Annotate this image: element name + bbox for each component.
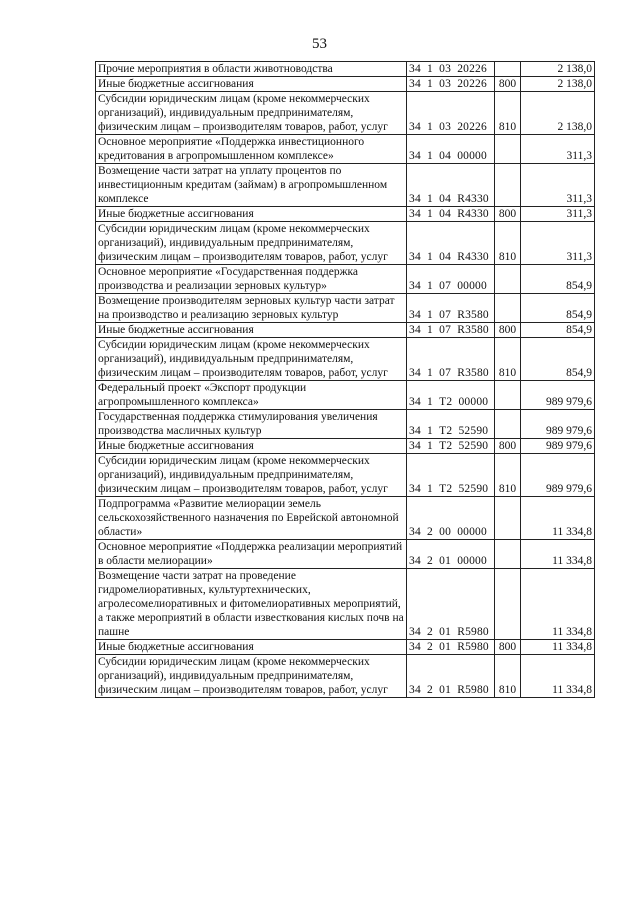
row-name-cell: Возмещение производителям зерновых культур части затрат на производство и реализацию зерновых культур xyxy=(96,294,407,323)
row-code-cell: 34 1 07 R3580 xyxy=(407,294,495,323)
row-code-cell: 34 1 07 R3580 xyxy=(407,338,495,381)
table-row xyxy=(96,569,595,640)
row-name-cell: Возмещение части затрат на проведение гидромелиоративных, культуртехнических, агролесомелиоративных и фитомелиоративных мероприятий, а также мероприятий в области известкования кислых почв на пашне xyxy=(96,569,407,640)
row-expense-type-cell: 810 xyxy=(495,222,521,265)
row-amount-cell: 11 334,8 xyxy=(521,540,595,569)
row-amount-cell: 311,3 xyxy=(521,135,595,164)
table-row xyxy=(96,62,595,77)
row-amount-cell: 11 334,8 xyxy=(521,655,595,698)
table-row xyxy=(96,640,595,655)
row-name-cell: Иные бюджетные ассигнования xyxy=(96,439,407,454)
row-expense-type-cell xyxy=(495,294,521,323)
row-name-cell: Иные бюджетные ассигнования xyxy=(96,640,407,655)
row-name-cell: Основное мероприятие «Поддержка инвестиционного кредитования в агропромышленном комплексе» xyxy=(96,135,407,164)
row-amount-cell: 2 138,0 xyxy=(521,92,595,135)
row-code-cell: 34 2 00 00000 xyxy=(407,497,495,540)
row-code-cell: 34 1 04 R4330 xyxy=(407,207,495,222)
row-expense-type-cell: 800 xyxy=(495,640,521,655)
row-name-cell: Иные бюджетные ассигнования xyxy=(96,207,407,222)
row-code-cell: 34 1 Т2 52590 xyxy=(407,439,495,454)
page-number: 53 xyxy=(312,36,327,52)
row-name-cell: Федеральный проект «Экспорт продукции агропромышленного комплекса» xyxy=(96,381,407,410)
table-row xyxy=(96,77,595,92)
table-row xyxy=(96,439,595,454)
row-expense-type-cell: 800 xyxy=(495,439,521,454)
row-expense-type-cell: 810 xyxy=(495,338,521,381)
row-amount-cell: 989 979,6 xyxy=(521,410,595,439)
table-row xyxy=(96,207,595,222)
row-code-cell: 34 1 03 20226 xyxy=(407,77,495,92)
row-code-cell: 34 1 07 R3580 xyxy=(407,323,495,338)
row-expense-type-cell: 800 xyxy=(495,77,521,92)
row-amount-cell: 11 334,8 xyxy=(521,640,595,655)
row-name-cell: Возмещение части затрат на уплату процентов по инвестиционным кредитам (займам) в агропромышленном комплексе xyxy=(96,164,407,207)
row-code-cell: 34 1 04 R4330 xyxy=(407,222,495,265)
table-row xyxy=(96,164,595,207)
row-amount-cell: 854,9 xyxy=(521,338,595,381)
row-name-cell: Государственная поддержка стимулирования увеличения производства масличных культур xyxy=(96,410,407,439)
table-row xyxy=(96,497,595,540)
row-expense-type-cell xyxy=(495,265,521,294)
row-name-cell: Иные бюджетные ассигнования xyxy=(96,323,407,338)
row-code-cell: 34 1 03 20226 xyxy=(407,62,495,77)
row-name-cell: Субсидии юридическим лицам (кроме некоммерческих организаций), индивидуальным предпринимателям, физическим лицам – производителям товаров, работ, услуг xyxy=(96,338,407,381)
row-code-cell: 34 1 Т2 52590 xyxy=(407,410,495,439)
row-amount-cell: 311,3 xyxy=(521,164,595,207)
table-row xyxy=(96,135,595,164)
row-code-cell: 34 2 01 R5980 xyxy=(407,569,495,640)
row-expense-type-cell xyxy=(495,62,521,77)
row-expense-type-cell: 800 xyxy=(495,323,521,338)
row-expense-type-cell: 810 xyxy=(495,655,521,698)
row-name-cell: Субсидии юридическим лицам (кроме некоммерческих организаций), индивидуальным предпринимателям, физическим лицам – производителям товаров, работ, услуг xyxy=(96,92,407,135)
row-expense-type-cell xyxy=(495,135,521,164)
row-amount-cell: 989 979,6 xyxy=(521,381,595,410)
table-row xyxy=(96,265,595,294)
table-row xyxy=(96,222,595,265)
table-row xyxy=(96,323,595,338)
table-row xyxy=(96,92,595,135)
row-code-cell: 34 2 01 00000 xyxy=(407,540,495,569)
row-expense-type-cell xyxy=(495,164,521,207)
table-row xyxy=(96,410,595,439)
row-expense-type-cell: 800 xyxy=(495,207,521,222)
row-code-cell: 34 1 03 20226 xyxy=(407,92,495,135)
row-name-cell: Субсидии юридическим лицам (кроме некоммерческих организаций), индивидуальным предпринимателям, физическим лицам – производителям товаров, работ, услуг xyxy=(96,655,407,698)
row-amount-cell: 854,9 xyxy=(521,323,595,338)
row-name-cell: Основное мероприятие «Государственная поддержка производства и реализации зерновых культур» xyxy=(96,265,407,294)
row-code-cell: 34 2 01 R5980 xyxy=(407,640,495,655)
row-amount-cell: 311,3 xyxy=(521,222,595,265)
row-amount-cell: 11 334,8 xyxy=(521,497,595,540)
table-row xyxy=(96,338,595,381)
budget-table xyxy=(95,61,595,698)
row-code-cell: 34 1 04 R4330 xyxy=(407,164,495,207)
table-row xyxy=(96,540,595,569)
row-amount-cell: 311,3 xyxy=(521,207,595,222)
row-name-cell: Иные бюджетные ассигнования xyxy=(96,77,407,92)
row-code-cell: 34 2 01 R5980 xyxy=(407,655,495,698)
row-amount-cell: 989 979,6 xyxy=(521,439,595,454)
row-name-cell: Прочие мероприятия в области животноводства xyxy=(96,62,407,77)
row-amount-cell: 2 138,0 xyxy=(521,62,595,77)
row-code-cell: 34 1 Т2 52590 xyxy=(407,454,495,497)
table-row xyxy=(96,454,595,497)
row-amount-cell: 2 138,0 xyxy=(521,77,595,92)
row-expense-type-cell xyxy=(495,381,521,410)
row-code-cell: 34 1 07 00000 xyxy=(407,265,495,294)
row-name-cell: Субсидии юридическим лицам (кроме некоммерческих организаций), индивидуальным предпринимателям, физическим лицам – производителям товаров, работ, услуг xyxy=(96,222,407,265)
row-expense-type-cell xyxy=(495,410,521,439)
row-name-cell: Подпрограмма «Развитие мелиорации земель сельскохозяйственного назначения по Еврейской автономной области» xyxy=(96,497,407,540)
row-amount-cell: 989 979,6 xyxy=(521,454,595,497)
row-amount-cell: 854,9 xyxy=(521,294,595,323)
row-code-cell: 34 1 Т2 00000 xyxy=(407,381,495,410)
budget-table-body xyxy=(96,62,595,698)
row-amount-cell: 854,9 xyxy=(521,265,595,294)
row-expense-type-cell: 810 xyxy=(495,454,521,497)
row-expense-type-cell xyxy=(495,497,521,540)
row-expense-type-cell xyxy=(495,569,521,640)
table-row xyxy=(96,381,595,410)
row-name-cell: Основное мероприятие «Поддержка реализации мероприятий в области мелиорации» xyxy=(96,540,407,569)
row-amount-cell: 11 334,8 xyxy=(521,569,595,640)
table-row xyxy=(96,655,595,698)
row-expense-type-cell: 810 xyxy=(495,92,521,135)
row-code-cell: 34 1 04 00000 xyxy=(407,135,495,164)
row-name-cell: Субсидии юридическим лицам (кроме некоммерческих организаций), индивидуальным предпринимателям, физическим лицам – производителям товаров, работ, услуг xyxy=(96,454,407,497)
row-expense-type-cell xyxy=(495,540,521,569)
table-row xyxy=(96,294,595,323)
